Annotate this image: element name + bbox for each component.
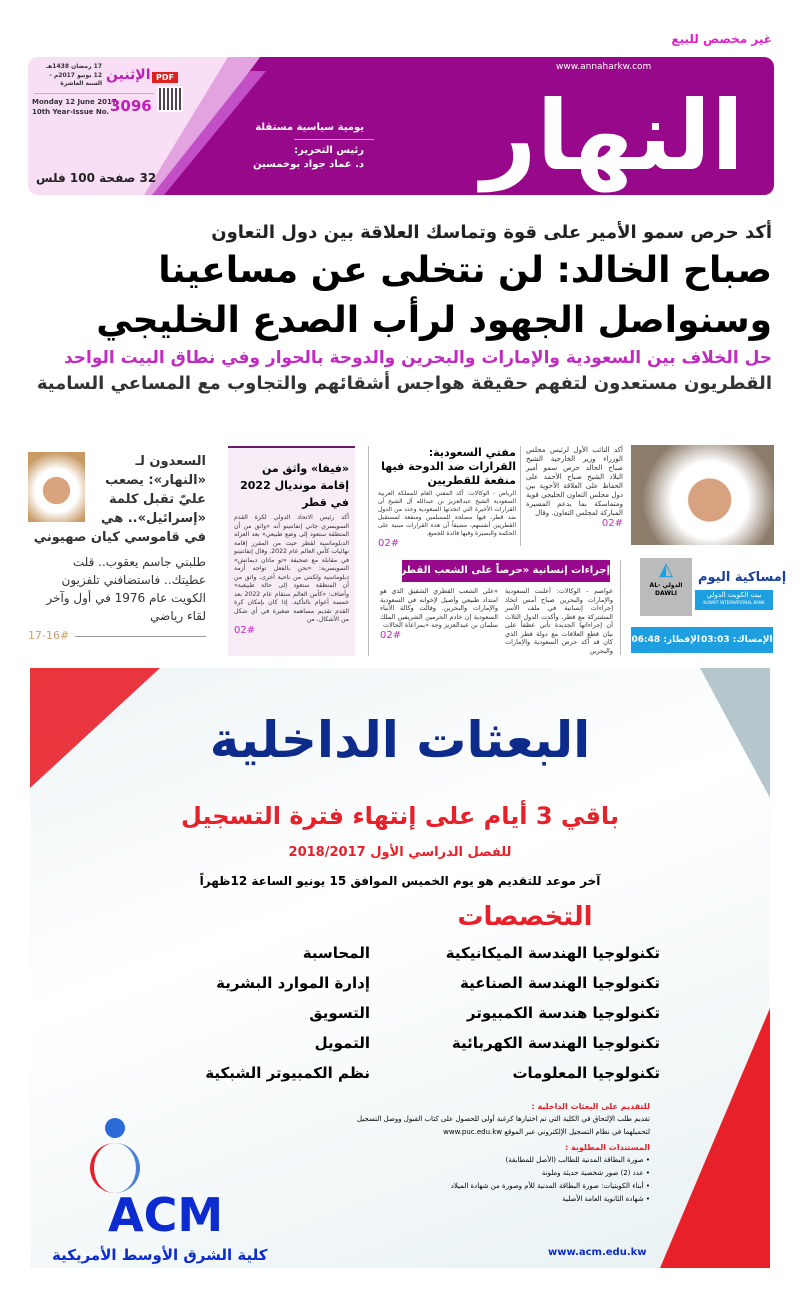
issue-number: 3096 <box>110 97 152 115</box>
spec-item: تكنولوجيا الهندسة الميكانيكية <box>445 944 660 962</box>
lead-headline-line2[interactable]: وسنواصل الجهود لرأب الصدع الخليجي <box>96 300 772 341</box>
docs-title: المستندات المطلوبة : <box>565 1143 650 1152</box>
imsak-time: 03:03 <box>700 635 730 645</box>
masthead <box>28 57 774 195</box>
fifa-box <box>228 446 355 656</box>
acm-figure-icon <box>105 1118 125 1138</box>
fifa-body: أكد رئيس الاتحاد الدولي لكرة القدم السويسري جاني إنفانتينو أنه «واثق من أن المنطقة ستعود إلى وضع طبيعي» بعد العزلة الدبلوماسية لقطر حيث من المقرر إقامة نهائيات كأس العالم عام 2022. وقال إنفانتينو في مقابلة مع صحيفة «تو ماتان ديمانش» السويسرية: «نحن بالفعل نواجه أزمة دبلوماسية ولكنني من ناحية أخرى، واثق من أن المنطقة ستعود إلى حالة طبيعية» وأضاف: «كأس العالم ستقام عام 2022 بعد خمسة أعوام بالتأكيد. إذا كان بإمكان كرة القدم تقديم مساهمة صغيرة في أي شكل من الأشكال، من <box>234 514 349 623</box>
specs-left-list <box>160 938 370 1088</box>
humanitarian-column-2 <box>380 587 498 642</box>
ad-specs-title: التخصصات <box>457 902 593 932</box>
lead-page-ref[interactable]: 02# <box>601 518 623 529</box>
lead-kicker: أكد حرص سمو الأمير على قوة وتماسك العلاقة بين دول التعاون <box>211 222 772 243</box>
humanitarian-page-ref[interactable]: 02# <box>380 629 402 641</box>
website-link[interactable]: www.annaharkw.com <box>556 62 652 72</box>
acm-website[interactable]: www.acm.edu.kw <box>548 1247 647 1258</box>
acm-advertisement[interactable] <box>30 668 770 1268</box>
price: 32 صفحة 100 فلس <box>36 171 157 185</box>
spec-item: تكنولوجيا المعلومات <box>512 1064 660 1082</box>
doc-item: • عدد (2) صور شخصية حديثة وملونة <box>541 1169 650 1177</box>
imsakiya-title: إمساكية اليوم <box>698 570 787 585</box>
saadoun-column <box>28 452 206 643</box>
iftar-label: الإفطار: <box>663 635 700 645</box>
lead-subhead-2: القطريون مستعدون لتفهم حقيقة هواجس أشقائهم والتجاوب مع المساعي السامية <box>36 373 772 394</box>
pdf-button[interactable]: PDF <box>152 72 178 83</box>
spec-item: نظم الكمبيوتر الشبكية <box>205 1064 370 1082</box>
lead-body: أكد النائب الأول لرئيس مجلس الوزراء وزير الخارجية الشيخ صباح الخالد حرص سمو أمير البلاد الشيخ صباح الأحمد على الحفاظ على العلاقة الأخوية بين دول مجلس التعاون الخليجي قوية ومتماسكة بما يدعم المسيرة المباركة لمجلس التعاون. وقال <box>526 446 623 517</box>
spec-item: تكنولوجيا هندسة الكمبيوتر <box>466 1004 660 1022</box>
lead-photo <box>631 445 774 545</box>
mufti-column <box>378 446 516 550</box>
lead-column <box>526 446 623 530</box>
lead-headlines <box>28 220 772 397</box>
gregorian-date: 12 يونيو 2017م - السنة العاشرة <box>49 72 102 87</box>
specs-right-list <box>390 938 660 1088</box>
qr-code-icon <box>157 86 183 112</box>
bank-name-box <box>695 590 773 610</box>
newspaper-logo: النهار <box>481 80 744 192</box>
spec-item: التمويل <box>314 1034 370 1052</box>
date-english: Monday 12 June 2017 <box>32 98 117 106</box>
saadoun-quote: طلبني جاسم يعقوب.. قلت عطيتك.. فاستضافني تلفزيون الكويت عام 1976 في أول وآخر لقاء رياضي <box>46 555 206 623</box>
bank-name-ar: بيت الكويت الدولي <box>706 591 762 599</box>
humanitarian-headline[interactable]: إجراءات إنسانية «حرصاً على الشعب القطري» <box>402 560 610 582</box>
tagline: يومية سياسية مستقلة <box>255 122 364 133</box>
year-issue-label: 10th Year-Issue No. <box>32 108 110 116</box>
editor-label: رئيس التحرير: <box>294 145 364 156</box>
saadoun-page-ref[interactable]: 17-16# <box>28 629 70 642</box>
mufti-body: الرياض - الوكالات: أكد المفتي العام للمملكة العربية السعودية الشيخ عبدالعزيز بن عبدالله آل الشيخ أن القرارات الأخيرة التي اتخذتها السعودية وعدد من الدول ضد قطر، فيها مصلحة للمسلمين ومنفعة لمستقبل القطريين أنفسهم، مضيفاً أن هذه القرارات مبنية على الحكمة والبصيرة وفيها فائدة للجميع. <box>378 490 516 537</box>
bank-logo-icon: ◭ <box>659 559 673 580</box>
spec-item: المحاسبة <box>302 944 370 962</box>
humanitarian-body-2: «على الشعب القطري الشقيق الذي هو امتداد طبيعي وأصيل لإخوانه في السعودية والإمارات والبحرين. وقالت وكالة الأنباء السعودية إن خادم الحرمين الشريفين الملك سلمان بن عبدالعزيز وجه «بمراعاة الحالات <box>380 587 498 629</box>
bank-name-en: KUWAIT INTERNATIONAL BANK <box>703 600 765 605</box>
saadoun-ref-row <box>28 629 206 643</box>
fifa-page-ref[interactable]: 02# <box>234 624 256 636</box>
spec-item: تكنولوجيا الهندسة الكهربائية <box>451 1034 660 1052</box>
acm-logo: ACM <box>108 1188 224 1242</box>
saadoun-photo <box>28 452 85 522</box>
editor-name: د. عماد جواد بوخمسين <box>252 159 364 170</box>
mufti-headline[interactable]: مفتي السعودية: القرارات ضد الدوحة فيها منفعة للقطريين <box>381 446 516 487</box>
prayer-times-box <box>631 627 773 653</box>
college-name: كلية الشرق الأوسط الأمريكية <box>52 1246 268 1264</box>
apply-title: للتقديم على البعثات الداخلية : <box>531 1102 650 1111</box>
day-name: الإثنين <box>106 67 151 83</box>
doc-item: • صورة البطاقة المدنية للطالب (الأصل للمطابقة) <box>505 1156 650 1164</box>
spec-item: التسويق <box>309 1004 370 1022</box>
lead-subhead-1: حل الخلاف بين السعودية والإمارات والبحرين والدوحة بالحوار وفي نطاق البيت الواحد <box>63 348 772 368</box>
ad-title: البعثات الداخلية <box>209 711 591 769</box>
spec-item: تكنولوجيا الهندسة الصناعية <box>459 974 660 992</box>
mufti-page-ref[interactable]: 02# <box>378 538 400 549</box>
bank-logo: ◭ الدولي AL-DAWLI <box>640 558 692 616</box>
apply-text-2: لتحميلهما في نظام التسجيل الإلكتروني عبر الموقع www.puc.edu.kw <box>443 1128 650 1136</box>
ad-deadline: آخر موعد للتقديم هو يوم الخميس الموافق 15 يونيو الساعة 12ظهراً <box>199 874 601 888</box>
lead-headline-line1[interactable]: صباح الخالد: لن نتخلى عن مساعينا <box>158 250 772 291</box>
fifa-headline[interactable]: «فيفا» واثق من إقامة مونديال 2022 في قطر <box>240 462 349 509</box>
iftar-time: 06:48 <box>631 635 661 645</box>
spec-item: إدارة الموارد البشرية <box>216 974 370 992</box>
ad-subtitle: باقي 3 أيام على إنتهاء فترة التسجيل <box>181 802 619 830</box>
hijri-date: 17 رمضان 1438هـ <box>46 63 102 70</box>
not-for-sale-notice: غير مخصص للبيع <box>671 32 772 46</box>
ad-semester: للفصل الدراسي الأول 2018/2017 <box>288 845 512 860</box>
doc-item: • أبناء الكويتيات: صورة البطاقة المدنية للأم وصورة من شهادة الميلاد <box>450 1182 650 1190</box>
imsak-label: الإمساك: <box>732 635 773 645</box>
acm-swoosh-icon <box>90 1143 140 1193</box>
humanitarian-body-1: عواصم - الوكالات: أعلنت السعودية والإمارات والبحرين صباح أمس اتخاذ إجراءات إنسانية في ملف الأسر المشتركة مع قطر، وأكدت الدول الثلاث أن إجراءاتها الجديدة تأتي عطفاً على بيان قطع العلاقات مع دولة قطر الذي كان قد أكد حرص السعودية والإمارات والبحرين <box>505 587 613 655</box>
apply-text-1: تقديم طلب الإلتحاق في الكلية التي تم اختيارها كرغبة أولى للحصول على كتاب القبول ووصل التسجيل <box>356 1115 650 1123</box>
saadoun-headline[interactable]: السعدون لـ «النهار»: يصعب عليّ تقبل كلمة «إسرائيل».. هي في قاموسي كيان صهيوني <box>33 454 206 545</box>
doc-item: • شهادة الثانوية العامة الأصلية <box>562 1195 650 1203</box>
